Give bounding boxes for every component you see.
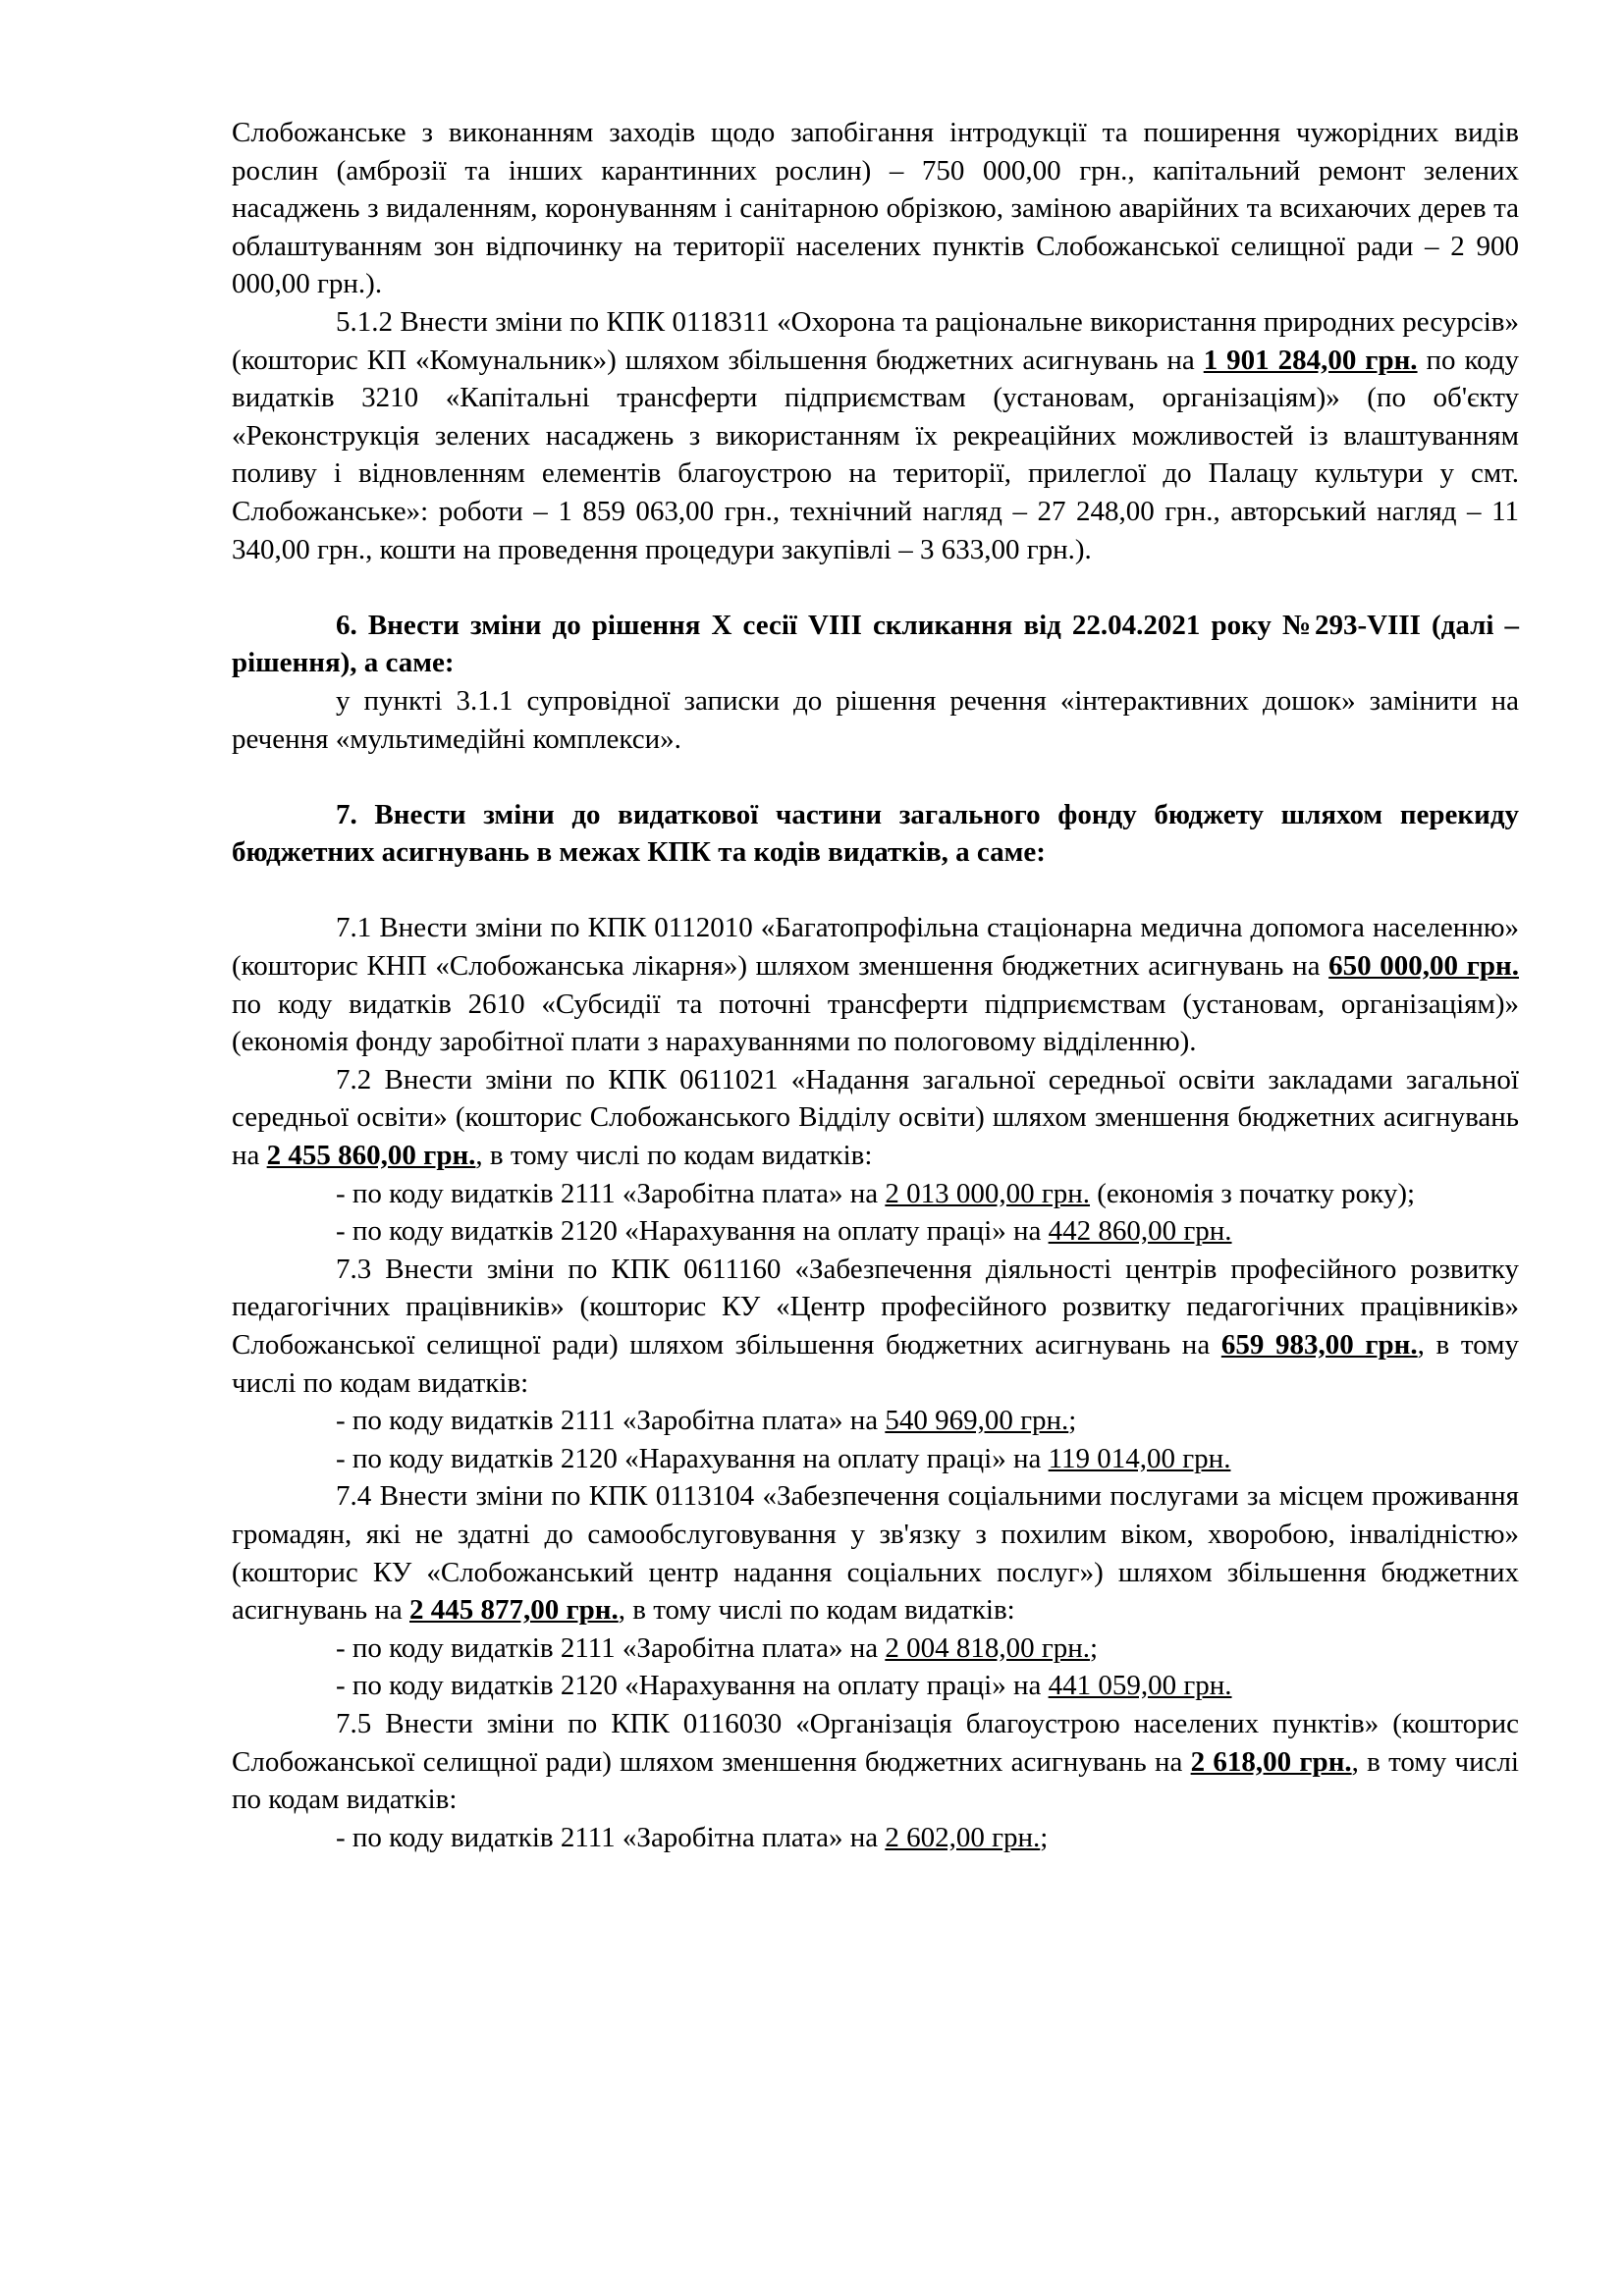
paragraph-7-5 (232, 1705, 1519, 1819)
list-item-7-4-salary (232, 1629, 1519, 1668)
list-item-text: - по коду видатків 2111 «Заробітна плата» на (336, 1631, 886, 1664)
amount: 2 004 818,00 грн. (885, 1631, 1091, 1664)
list-item-7-5-salary (232, 1819, 1519, 1857)
list-item-text: (економія з початку року); (1090, 1177, 1416, 1209)
paragraph-text: , в тому числі по кодам видатків: (618, 1594, 1015, 1627)
list-item-text: - по коду видатків 2120 «Нарахування на оплату праці» на (336, 1215, 1049, 1248)
paragraph-text: 7.4 Внести зміни по КПК 0113104 «Забезпечення соціальними послугами за місцем проживання громадян, які не здатні до самообслуговування у зв'язку з похилим віком, хворобою, інвалідністю» (кошторис КУ «Слобожанський центр надання соціальних послуг») шляхом збільшення бюджетних асигнувань на (232, 1480, 1519, 1627)
section-6-body: у пункті 3.1.1 супровідної записки до рішення речення «інтерактивних дошок» замінити на речення «мультимедійні комплекси». (232, 684, 1519, 755)
amount-total: 659 983,00 грн. (1220, 1329, 1418, 1361)
paragraph-text: , в тому числі по кодам видатків: (232, 1329, 1519, 1399)
list-item-text: - по коду видатків 2111 «Заробітна плата» на (336, 1405, 886, 1437)
paragraph-text: 7.5 Внести зміни по КПК 0116030 «Організація благоустрою населених пунктів» (кошторис Слобожанської селищної ради) шляхом зменшення бюджетних асигнувань на (232, 1707, 1519, 1778)
list-item-text: - по коду видатків 2111 «Заробітна плата» на (336, 1821, 886, 1853)
amount-total: 2 445 877,00 грн. (409, 1594, 619, 1627)
amount-total: 1 901 284,00 грн. (1203, 344, 1418, 376)
amount-total: 650 000,00 грн. (1328, 950, 1519, 983)
list-item-text: ; (1068, 1405, 1077, 1437)
paragraph-5-1-2 (232, 303, 1519, 568)
paragraph-intro-continuation (232, 114, 1519, 303)
list-item-7-2-salary (232, 1175, 1519, 1213)
list-item-text: ; (1090, 1631, 1099, 1664)
paragraph-text: 7.3 Внести зміни по КПК 0611160 «Забезпечення діяльності центрів професійного розвитку педагогічних працівників» (кошторис КУ «Центр професійного розвитку педагогічних працівників» Слобожанської селищної ради) шляхом збільшення бюджетних асигнувань на (232, 1253, 1519, 1361)
paragraph-text: 7.1 Внести зміни по КПК 0112010 «Багатопрофільна стаціонарна медична допомога населенню» (кошторис КНП «Слобожанська лікарня») шляхом зменшення бюджетних асигнувань на (232, 912, 1519, 983)
paragraph-text: 5.1.2 Внести зміни по КПК 0118311 «Охорона та раціональне використання природних ресурсів» (кошторис КП «Комунальник») шляхом збільшення бюджетних асигнувань на (232, 305, 1519, 376)
list-item-text: ; (1040, 1821, 1049, 1853)
paragraph-7-2 (232, 1061, 1519, 1175)
paragraph-text: 7.2 Внести зміни по КПК 0611021 «Надання загальної середньої освіти закладами загальної середньої освіти» (кошторис Слобожанського Відділу освіти) шляхом зменшення бюджетних асигнувань на (232, 1063, 1519, 1172)
amount: 2 602,00 грн. (885, 1821, 1041, 1853)
amount: 119 014,00 грн. (1048, 1442, 1231, 1474)
list-item-7-3-salary (232, 1402, 1519, 1440)
amount: 442 860,00 грн. (1048, 1215, 1232, 1248)
list-item-text: - по коду видатків 2120 «Нарахування на оплату праці» на (336, 1442, 1049, 1474)
list-item-7-3-accruals (232, 1440, 1519, 1478)
paragraph-text: по коду видатків 3210 «Капітальні трансферти підприємствам (установам, організаціям)» (по об'єкту «Реконструкція зелених насаджень з використанням їх рекреаційних можливостей із влаштуванням поливу і відновленням елементів благоустрою на території, прилеглої до Палацу культури у смт. Слобожанське»: роботи – 1 859 063,00 грн., технічний нагляд – 27 248,00 грн., авторський нагляд – 11 340,00 грн., кошти на проведення процедури закупівлі – 3 633,00 грн.). (232, 344, 1519, 565)
paragraph-7-4 (232, 1477, 1519, 1629)
paragraph-text: по коду видатків 2610 «Субсидії та поточні трансферти підприємствам (установам, організаціям)» (економія фонду заробітної плати з нарахуваннями по пологовому відділенню). (232, 988, 1519, 1058)
paragraph-text: Слобожанське з виконанням заходів щодо запобігання інтродукції та поширення чужорідних видів рослин (амброзії та інших карантинних рослин) – 750 000,00 грн., капітальний ремонт зелених насаджень з видаленням, коронуванням і санітарною обрізкою, заміною аварійних та всихаючих дерев та облаштуванням зон відпочинку на території населених пунктів Слобожанської селищної ради – 2 900 000,00 грн.). (232, 117, 1519, 300)
amount: 540 969,00 грн. (885, 1405, 1069, 1437)
paragraph-7-1 (232, 909, 1519, 1060)
section-7-heading: 7. Внести зміни до видаткової частини загального фонду бюджету шляхом перекиду бюджетних асигнувань в межах КПК та кодів видатків, а саме: (232, 798, 1519, 869)
list-item-7-4-accruals (232, 1667, 1519, 1705)
section-6-heading: 6. Внести зміни до рішення X сесії VIII скликання від 22.04.2021 року №293-VIII (далі – рішення), а саме: (232, 609, 1519, 679)
paragraph-7-3 (232, 1251, 1519, 1402)
paragraph-text: , в тому числі по кодам видатків: (475, 1140, 873, 1172)
list-item-text: - по коду видатків 2120 «Нарахування на оплату праці» на (336, 1670, 1049, 1702)
amount: 2 013 000,00 грн. (885, 1177, 1091, 1209)
amount-total: 2 455 860,00 грн. (266, 1140, 476, 1172)
list-item-text: - по коду видатків 2111 «Заробітна плата» на (336, 1177, 886, 1209)
amount-total: 2 618,00 грн. (1190, 1745, 1352, 1778)
amount: 441 059,00 грн. (1048, 1670, 1232, 1702)
paragraph-text: , в тому числі по кодам видатків: (232, 1745, 1519, 1816)
list-item-7-2-accruals (232, 1212, 1519, 1251)
